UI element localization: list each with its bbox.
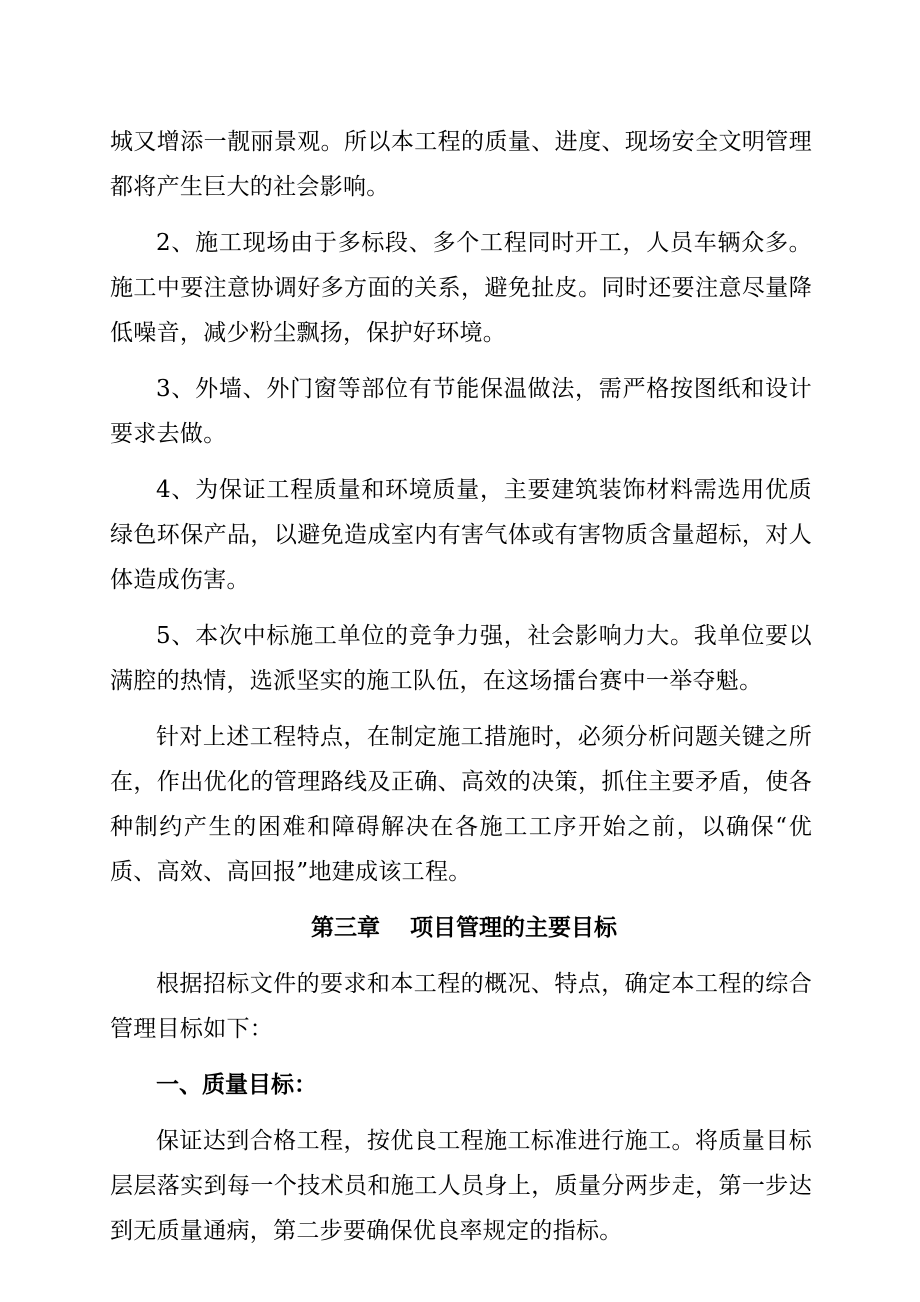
chapter-number: 第三章 [311, 915, 380, 941]
paragraph-item-4: 4、为保证工程质量和环境质量，主要建筑装饰材料需选用优质绿色环保产品，以避免造成室内有害气体或有害物质含量超标，对人体造成伤害。 [110, 477, 812, 593]
chapter-intro-paragraph: 根据招标文件的要求和本工程的概况、特点，确定本工程的综合管理目标如下： [110, 971, 812, 1042]
paragraph-item-5: 5、本次中标施工单位的竞争力强，社会影响力大。我单位要以满腔的热情，选派坚实的施工队伍，在这场擂台赛中一举夺魁。 [110, 623, 812, 694]
section-heading-quality: 一、质量目标： [156, 1072, 317, 1098]
chapter-title: 项目管理的主要目标 [410, 915, 617, 941]
section-body-quality: 保证达到合格工程，按优良工程施工标准进行施工。将质量目标层层落实到每一个技术员和施工人员身上，质量分两步走，第一步达到无质量通病，第二步要确保优良率规定的指标。 [110, 1128, 812, 1244]
paragraph-item-2: 2、施工现场由于多标段、多个工程同时开工，人员车辆众多。施工中要注意协调好多方面的关系，避免扯皮。同时还要注意尽量降低噪音，减少粉尘飘扬，保护好环境。 [110, 230, 812, 346]
paragraph-summary: 针对上述工程特点，在制定施工措施时，必须分析问题关键之所在，作出优化的管理路线及正确、高效的决策，抓住主要矛盾，使各种制约产生的困难和障碍解决在各施工工序开始之前，以确保“优质、高效、高回报”地建成该工程。 [110, 724, 812, 885]
paragraph-item-3: 3、外墙、外门窗等部位有节能保温做法，需严格按图纸和设计要求去做。 [110, 376, 812, 447]
document-body [110, 120, 812, 1254]
paragraph-continuation: 城又增添一靓丽景观。所以本工程的质量、进度、现场安全文明管理都将产生巨大的社会影响。 [110, 129, 812, 200]
chapter-heading [110, 906, 812, 951]
